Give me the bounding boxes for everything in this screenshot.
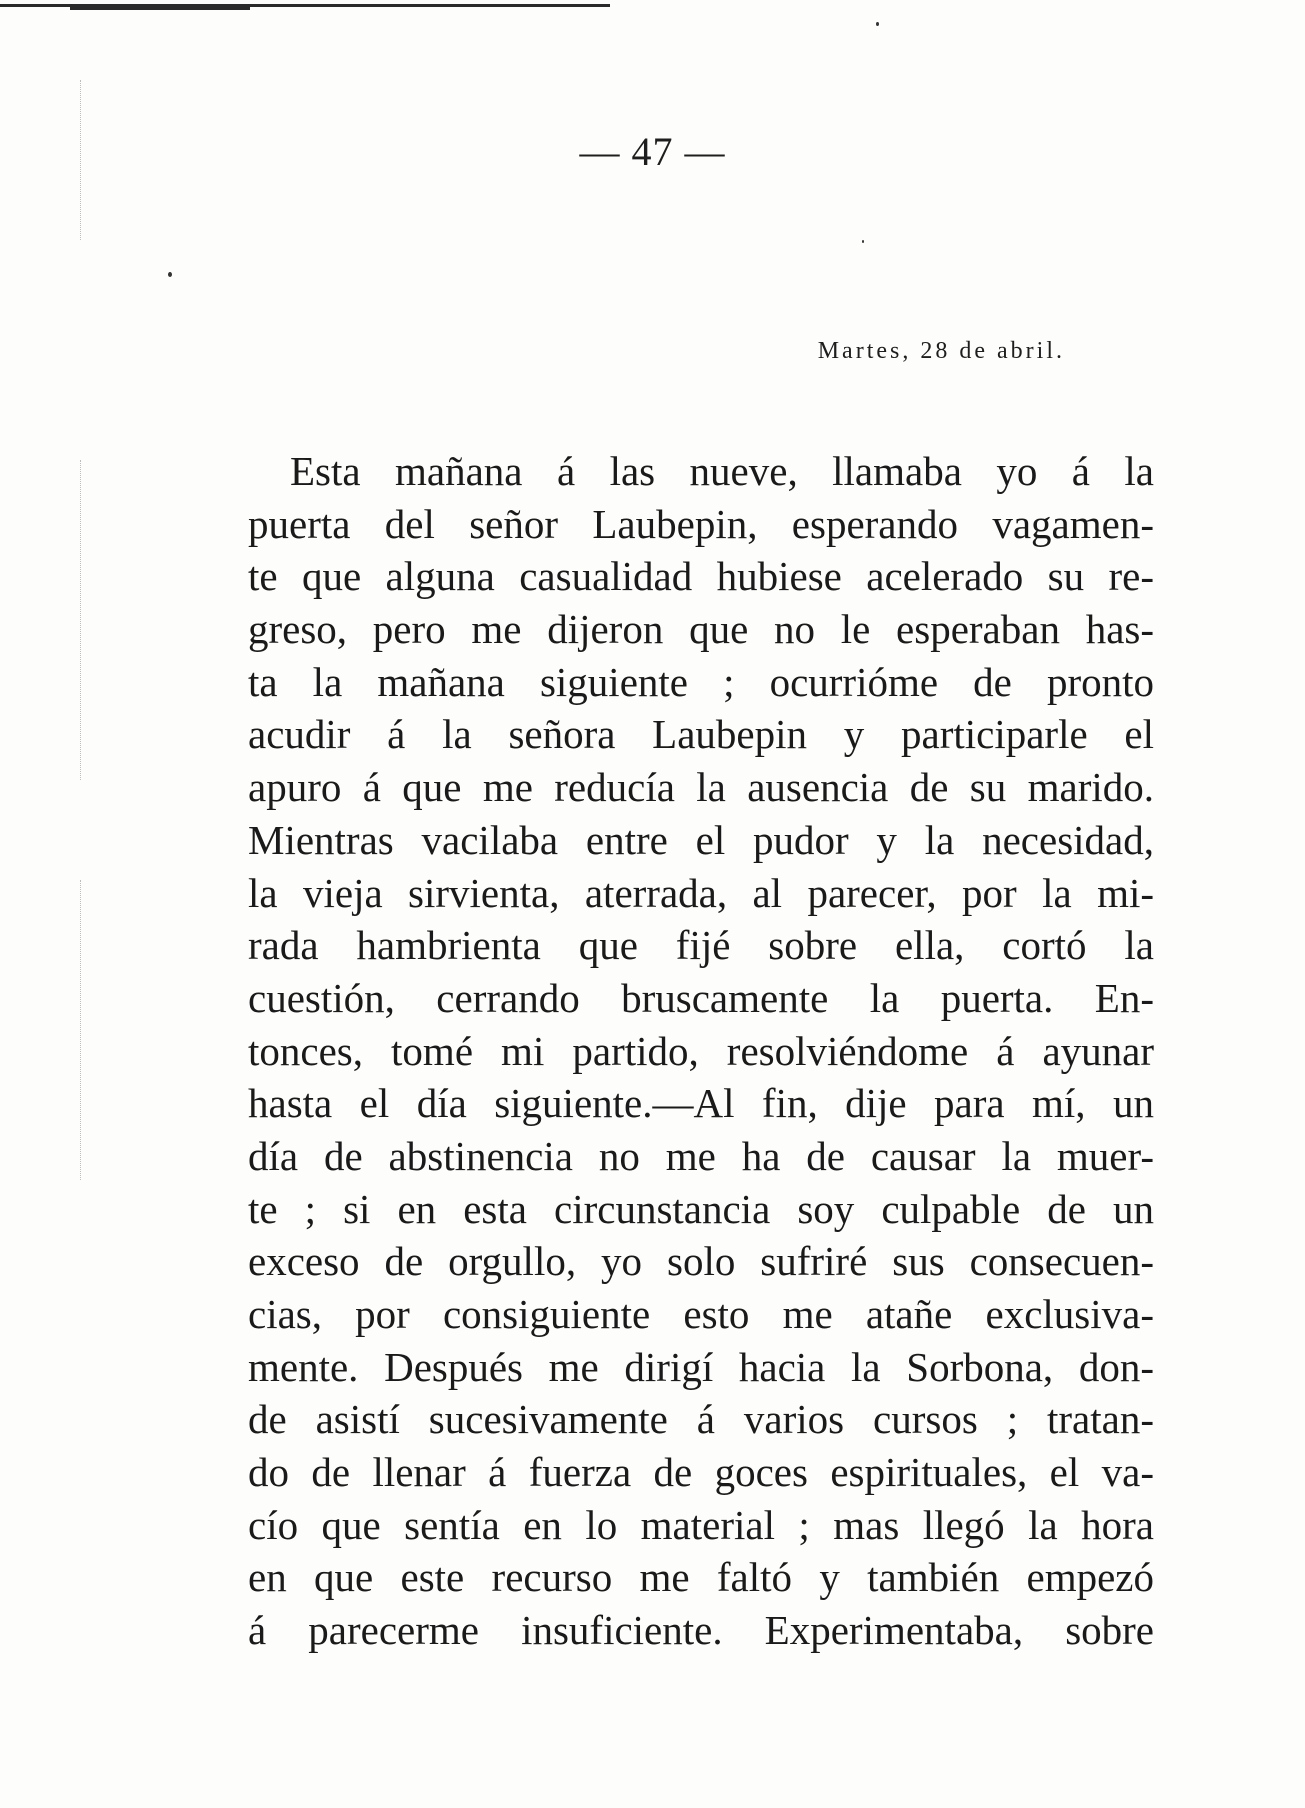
margin-speckle (80, 880, 83, 1180)
text-line: cío que sentía en lo material ; mas llegó la hora (248, 1501, 1154, 1548)
text-line: ta la mañana siguiente ; ocurrióme de pronto (248, 658, 1154, 705)
text-line: Mientras vacilaba entre el pudor y la necesidad, (248, 816, 1154, 863)
ink-speck (168, 272, 172, 277)
top-edge-rule-thick (70, 7, 250, 10)
text-line: de asistí sucesivamente á varios cursos ; tratan- (248, 1396, 1154, 1443)
text-line: exceso de orgullo, yo solo sufriré sus consecuen- (248, 1238, 1154, 1285)
text-line: cias, por consiguiente esto me atañe exclusiva- (248, 1291, 1154, 1337)
text-line: Esta mañana á las nueve, llamaba yo á la (290, 448, 1154, 494)
text-line: tonces, tomé mi partido, resolviéndome á ayunar (248, 1027, 1154, 1074)
text-line: mente. Después me dirigí hacia la Sorbona, don- (248, 1343, 1154, 1390)
text-line: rada hambrienta que fijé sobre ella, cortó la (248, 922, 1154, 969)
text-line: te ; si en esta circunstancia soy culpable de un (248, 1185, 1154, 1232)
text-line: puerta del señor Laubepin, esperando vagamen- (248, 500, 1154, 547)
text-line: á parecerme insuficiente. Experimentaba, sobre (248, 1607, 1154, 1654)
ink-speck (862, 240, 864, 243)
text-line: acudir á la señora Laubepin y participarle el (248, 711, 1154, 758)
date-heading: Martes, 28 de abril. (817, 338, 1065, 364)
page-number: — 47 — (579, 129, 726, 174)
text-line: día de abstinencia no me ha de causar la muer- (248, 1132, 1154, 1179)
text-line: en que este recurso me faltó y también empezó (248, 1554, 1154, 1601)
text-line: do de llenar á fuerza de goces espirituales, el va- (248, 1449, 1154, 1496)
text-line: la vieja sirvienta, aterrada, al parecer, por la mi- (248, 869, 1154, 916)
text-line: cuestión, cerrando bruscamente la puerta. En- (248, 974, 1154, 1021)
margin-speckle (80, 460, 83, 780)
text-line: apuro á que me reducía la ausencia de su marido. (248, 764, 1154, 811)
ink-speck (876, 22, 879, 26)
text-line: te que alguna casualidad hubiese acelerado su re- (248, 553, 1154, 600)
body-paragraph (248, 445, 1154, 1657)
text-line: hasta el día siguiente.—Al fin, dije para mí, un (248, 1080, 1154, 1127)
text-line: greso, pero me dijeron que no le esperaban has- (248, 606, 1154, 653)
